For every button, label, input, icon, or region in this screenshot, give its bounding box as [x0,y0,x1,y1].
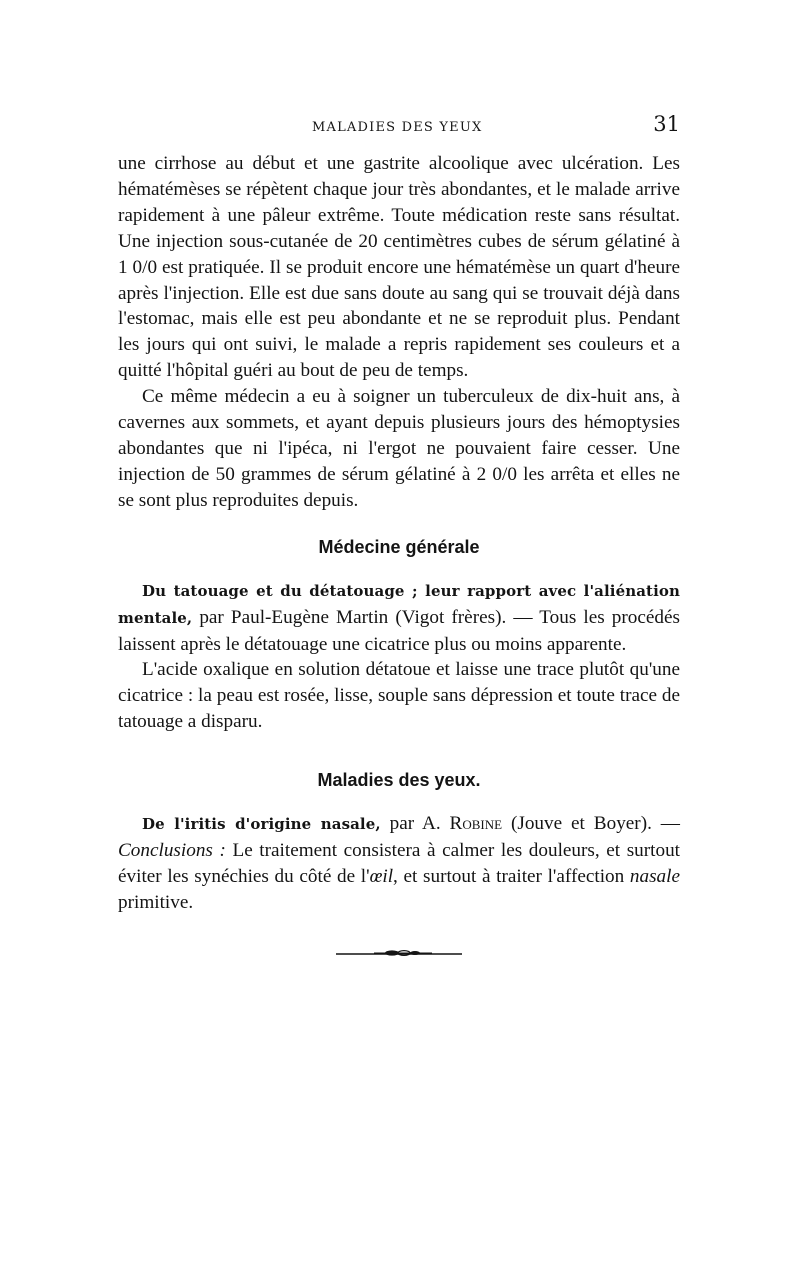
ornament-rule-icon [336,948,462,958]
article-text-2: , et surtout à traiter l'affection [393,865,630,887]
article-by: par A. [380,813,450,835]
article-text-3: primitive. [118,891,194,913]
conclusions-label: Conclusions : [118,840,226,862]
article-text-tatouage: par Paul-Eugène Martin (Vigot frères). — Tous les procédés laissent après le détatouage une cicatrice plus ou moins apparente. [118,606,680,655]
tailpiece-ornament [118,940,680,966]
article-publisher: (Jouve et Boyer). — [502,813,680,835]
article-title-tatouage: Du tatouage et du détatouage ; leur rapport avec l'aliénation mentale, [118,581,680,627]
article-iritis [118,811,680,916]
running-title: MALADIES DES YEUX [312,120,483,135]
article-title-iritis: De l'iritis d'origine nasale, [142,815,381,834]
section-heading-medecine-generale: Médecine générale [318,536,480,557]
article-author: Robine [449,813,503,835]
section-heading-maladies-des-yeux: Maladies des yeux. [317,770,481,791]
paragraph-tuberculeux: Ce même médecin a eu à soigner un tuberculeux de dix-huit ans, à cavernes aux sommets, et ayant depuis plusieurs jours des hémoptysies abondantes que ni l'ipéca, ni l'ergot ne pouvaient faire cesser. Une injection de 50 grammes de sérum gélatiné à 2 0/0 les arrêta et elles ne se sont plus reproduites depuis. [118,386,680,511]
body-text [118,151,680,966]
word-nasale: nasale [629,865,680,887]
article-text-1: Le traitement consistera à calmer les douleurs, et surtout éviter les synéchies du côté de l' [118,840,680,887]
word-oeil: œil [369,865,394,887]
article-tatouage [118,578,680,658]
paragraph-acide-oxalique: L'acide oxalique en solution détatoue et laisse une trace plutôt qu'une cicatrice : la peau est rosée, lisse, souple sans dépression et toute trace de tatouage a disparu. [118,659,680,733]
page-number: 31 [653,112,680,136]
paragraph-cirrhose: une cirrhose au début et une gastrite alcoolique avec ulcération. Les hématémèses se répètent chaque jour très abondantes, et le malade arrive rapidement à une pâleur extrême. Toute médication reste sans résultat. Une injection sous-cutanée de 20 centimètres cubes de sérum gélatiné à 1 0/0 est pratiquée. Il se produit encore une hématémèse un quart d'heure après l'injection. Elle est due sans doute au sang qui se trouvait déjà dans l'estomac, mais elle est peu abondante et ne se reproduit plus. Pendant les jours qui ont suivi, le malade a repris rapidement ses couleurs et a quitté l'hôpital guéri au bout de peu de temps. [118,153,680,382]
running-head [118,112,680,142]
